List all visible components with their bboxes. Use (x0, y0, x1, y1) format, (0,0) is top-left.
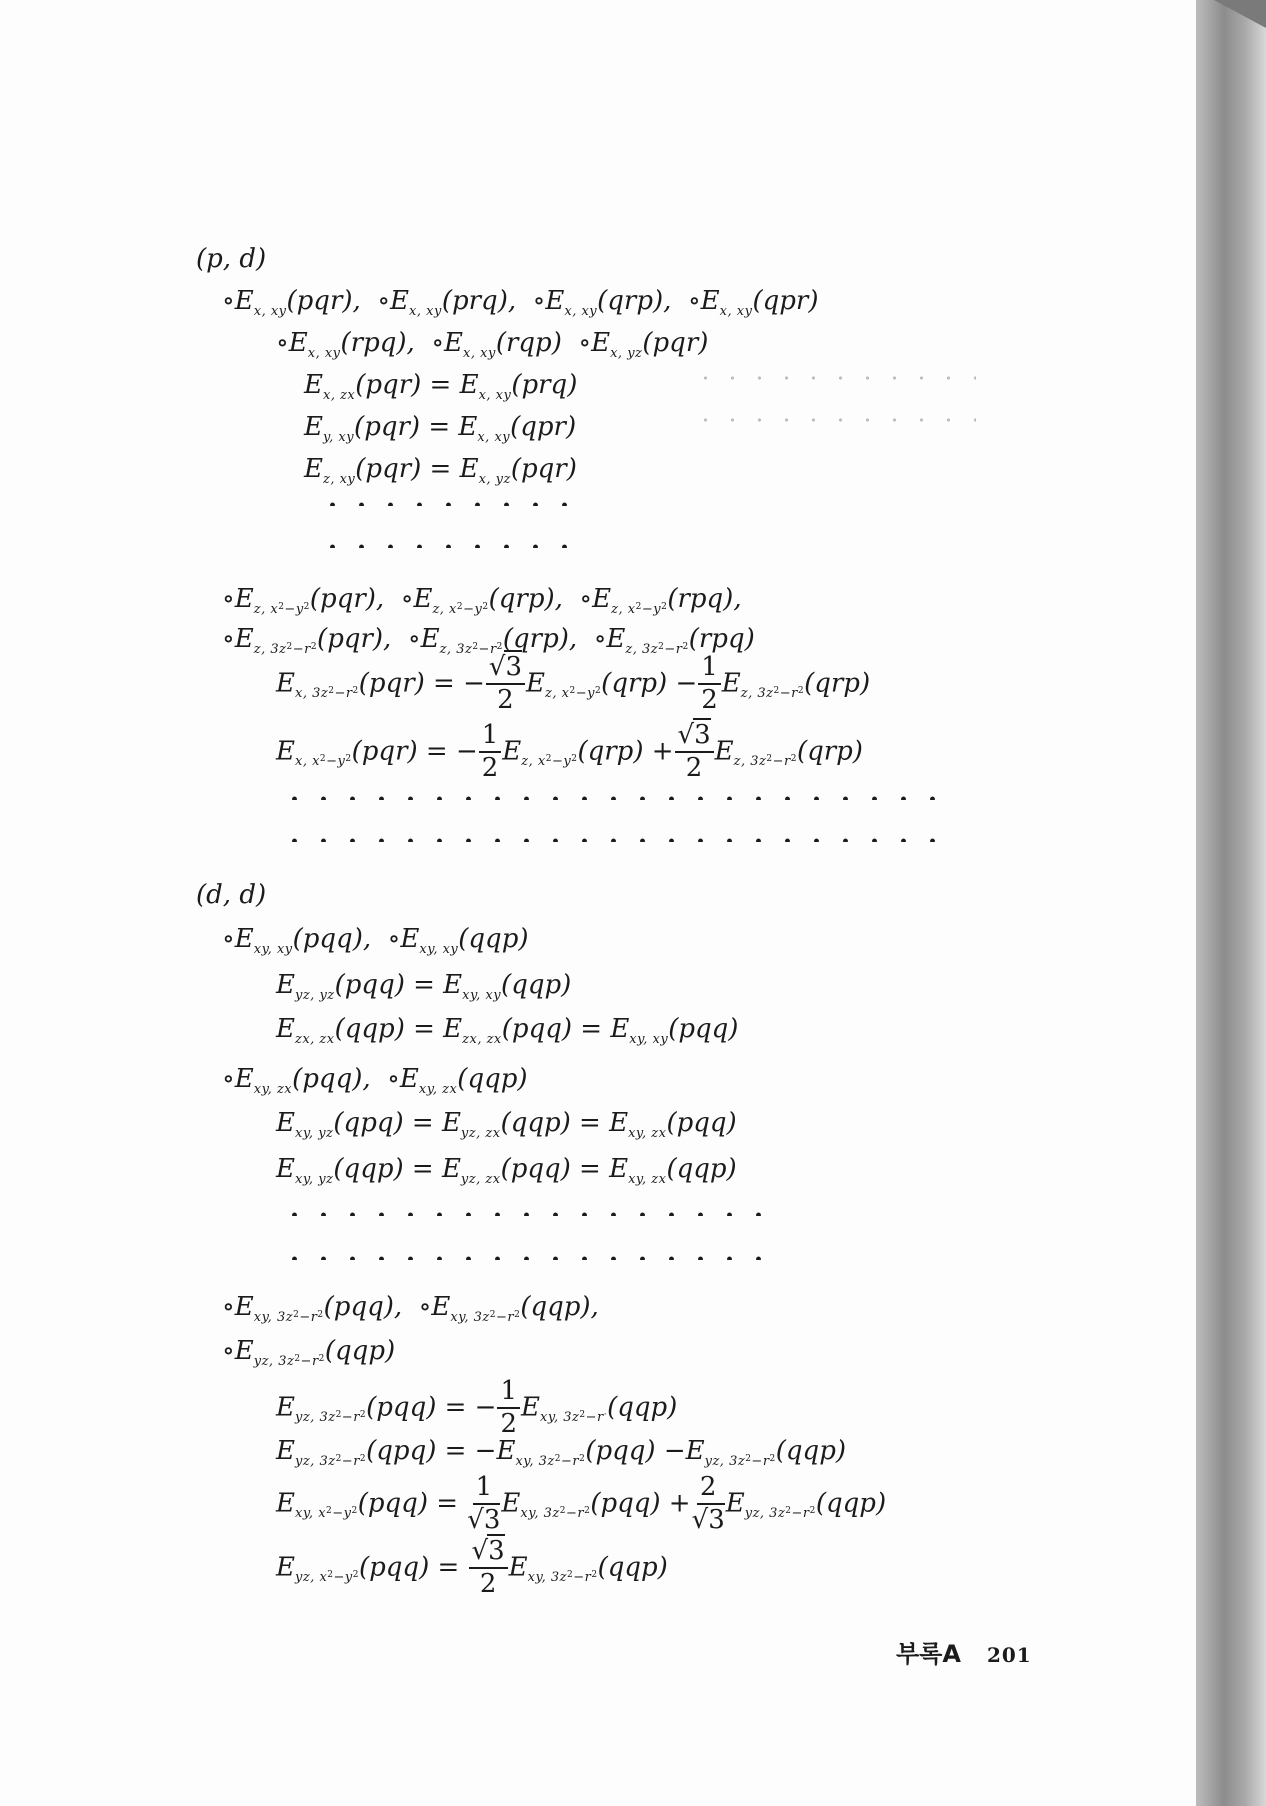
equation-line: $E_{yz, 3z^2-r^2}(pqq)$ = − $\frac{1}{2}$ $E_{xy, 3z^2-r^\cdot}(qqp)$ (276, 1376, 678, 1440)
ellipsis-dots (318, 544, 588, 548)
section-heading-dd: (d, d) (196, 880, 267, 910)
equation-line: $E_{xy, yz}(qqp) = E_{yz, zx}(pqq) = E_{xy, zx}(qqp)$ (276, 1154, 737, 1187)
appendix-label: 부록A (896, 1640, 961, 1668)
ellipsis-dots (280, 838, 942, 842)
equation-line: $E_{z, xy}(pqr) = E_{x, yz}(pqr)$ (304, 454, 577, 487)
equation-line: $E_{yz, 3z^2-r^2}(qpq) = -E_{xy, 3z^2-r^2}(pqq) -E_{yz, 3z^2-r^2}(qqp)$ (276, 1436, 846, 1469)
equation-line: $E_{yz, x^2-y^2}(pqq)$ = $\frac{√3}{2}$ $E_{xy, 3z^2-r^2}(qqp)$ (276, 1536, 668, 1600)
equation-line: $E_{x, zx}(pqr) = E_{x, xy}(prq)$ (304, 370, 578, 403)
equation-line: $\circ E_{x, xy}(rpq)$, $\circ E_{x, xy}(rqp)$ $\circ E_{x, yz}(pqr)$ (276, 328, 709, 361)
ellipsis-dots (280, 1256, 780, 1260)
faint-dots (692, 376, 976, 380)
equation-line: $\circ E_{xy, zx}(pqq)$, $\circ E_{xy, zx}(qqp)$ (222, 1064, 528, 1097)
ellipsis-dots (318, 502, 588, 506)
equation-line: $E_{x, x^2-y^2}(pqr)$ = − $\frac{1}{2}$ $E_{z, x^2-y^2}(qrp)$ + $\frac{√3}{2}$ $E_{z, 3z^2-r^2}(qrp)$ (276, 720, 863, 784)
equation-line: $\circ E_{yz, 3z^2-r^2}(qqp)$ (222, 1336, 396, 1369)
ellipsis-dots (280, 796, 942, 800)
equation-line: $\circ E_{xy, 3z^2-r^2}(pqq)$, $\circ E_{xy, 3z^2-r^2}(qqp)$, (222, 1292, 599, 1325)
equation-line: $\circ E_{xy, xy}(pqq)$, $\circ E_{xy, xy}(qqp)$ (222, 924, 529, 957)
equation-line: $E_{y, xy}(pqr) = E_{x, xy}(qpr)$ (304, 412, 577, 445)
equation-line: $\circ E_{z, 3z^2-r^2}(pqr)$, $\circ E_{z, 3z^2-r^2}(qrp)$, $\circ E_{z, 3z^2-r^2}(rpq)$ (222, 624, 755, 657)
section-heading-pd: (p, d) (196, 244, 267, 274)
equation-line: $\circ E_{x, xy}(pqr)$, $\circ E_{x, xy}(prq)$, $\circ E_{x, xy}(qrp)$, $\circ E_{x, xy}(qpr)$ (222, 286, 819, 319)
ellipsis-dots (280, 1212, 780, 1216)
equation-line: $E_{x, 3z^2-r^2}(pqr)$ = − $\frac{√3}{2}$ $E_{z, x^2-y^2}(qrp)$ − $\frac{1}{2}$ $E_{z, 3z^2-r^2}(qrp)$ (276, 652, 871, 716)
equation-line: $\circ E_{z, x^2-y^2}(pqr)$, $\circ E_{z, x^2-y^2}(qrp)$, $\circ E_{z, x^2-y^2}(rpq)$, (222, 584, 742, 617)
page-footer (896, 1634, 1032, 1669)
page-number: 201 (986, 1643, 1032, 1667)
page-edge-shadow (1196, 0, 1266, 1806)
equation-line: $E_{xy, x^2-y^2}(pqq)$ = $\frac{1}{√3}$ $E_{xy, 3z^2-r^2}(pqq)$ + $\frac{2}{√3}$ $E_{yz, 3z^2-r^2}(qqp)$ (276, 1472, 887, 1536)
equation-line: $E_{yz, yz}(pqq) = E_{xy, xy}(qqp)$ (276, 970, 572, 1003)
faint-dots (692, 418, 976, 422)
equation-line: $E_{xy, yz}(qpq) = E_{yz, zx}(qqp) = E_{xy, zx}(pqq)$ (276, 1108, 737, 1141)
equation-line: $E_{zx, zx}(qqp) = E_{zx, zx}(pqq) = E_{xy, xy}(pqq)$ (276, 1014, 739, 1047)
